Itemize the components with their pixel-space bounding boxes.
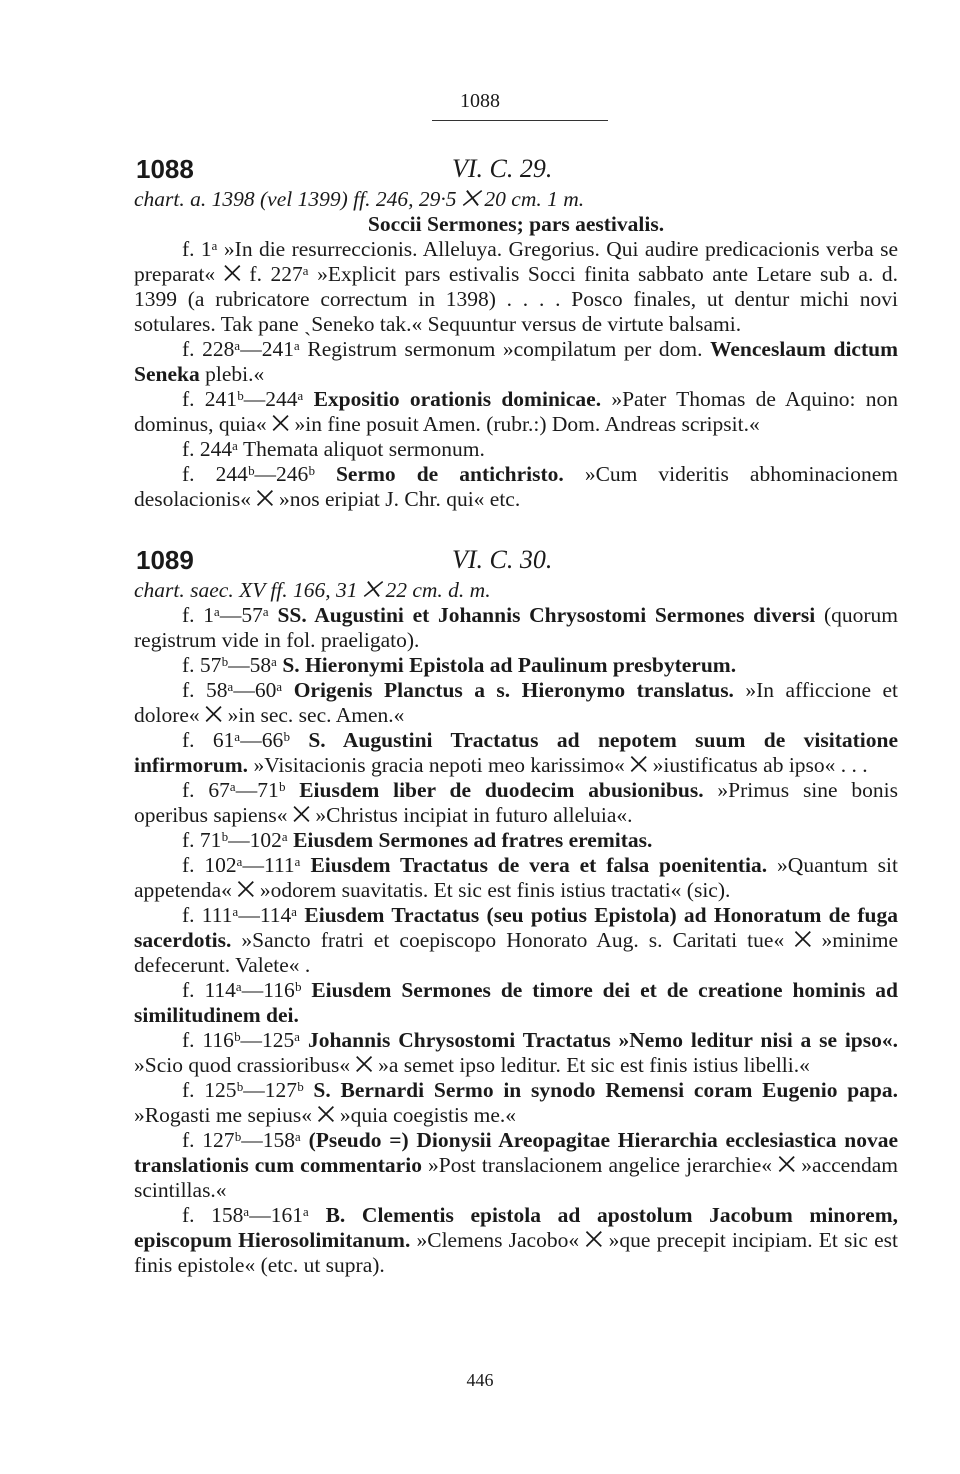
work-title: S. Augustini Tractatus ad nepotem suum de visitatione infirmorum. xyxy=(134,728,898,777)
content-item xyxy=(134,437,898,462)
entry-heading xyxy=(134,542,898,578)
incipit-explicit: plebi.« xyxy=(199,362,265,386)
content-item xyxy=(134,1203,898,1278)
incipit-explicit: (quorum registrum vide in fol. praeligato). xyxy=(134,603,899,652)
work-title: Johannis Chrysostomi Tractatus »Nemo leditur nisi a se ipso«. xyxy=(307,1028,898,1052)
work-title: Eiusdem Sermones de timore dei et de creatione hominis ad similitudinem dei. xyxy=(134,978,898,1027)
content-item xyxy=(134,1028,898,1078)
entry-number: 1089 xyxy=(136,545,194,575)
incipit-explicit: »Scio quod crassioribus« ⨉ »a semet ipso leditur. Et sic est finis istius libelli.« xyxy=(134,1053,810,1077)
page-number: 446 xyxy=(466,1370,494,1390)
incipit-explicit: »Rogasti me sepius« ⨉ »quia coegistis me.« xyxy=(134,1103,517,1127)
shelfmark: VI. C. 29. xyxy=(452,154,553,183)
work-title: Expositio orationis dominicae. xyxy=(313,387,602,411)
content-item xyxy=(134,678,898,728)
work-title: S. Hieronymi Epistola ad Paulinum presbyterum. xyxy=(282,653,737,677)
catalog-content xyxy=(134,143,898,1278)
content-item xyxy=(134,728,898,778)
incipit-explicit: »Post translacionem angelice jerarchie« ⨉ »accendam scintillas.« xyxy=(134,1153,898,1202)
content-item xyxy=(134,653,898,678)
content-item xyxy=(134,387,898,437)
folio-text: f. 228ᵃ—241ᵃ Registrum sermonum »compilatum per dom. xyxy=(182,337,711,361)
work-title: B. Clementis epistola ad apostolum Jacobum minorem, episcopum Hierosolimitanum. xyxy=(134,1203,898,1252)
codex-description: chart. a. 1398 (vel 1399) ff. 246, 29·5 ⨉ 20 cm. 1 m. xyxy=(134,187,585,211)
folio-text: f. 1ᵃ »In die resurreccionis. Alleluya. Gregorius. Qui audire predicacionis verba se preparat« ⨉ f. 227ᵃ »Explicit pars estivalis Socci finita sabbato ante Letare sub a. d. 1399 (a rubricatore correctum in 1398) . . . . Posco finales, ut dentur michi novi sotulares. Tak pane ˎSeneko tak.« Sequuntur versus de virtute balsami. xyxy=(134,237,898,336)
folio-text: f. 1ᵃ—57ᵃ xyxy=(182,603,278,627)
incipit-explicit: »Sancto fratri et coepiscopo Honorato Aug. s. Caritati tue« ⨉ »minime defecerunt. Valete« . xyxy=(134,928,898,977)
folio-text: f. 114ᵃ—116ᵇ xyxy=(182,978,312,1002)
content-item xyxy=(134,237,898,337)
folio-text: f. 102ᵃ—111ᵃ xyxy=(182,853,311,877)
entry-separator xyxy=(134,512,898,534)
incipit-explicit: »Clemens Jacobo« ⨉ »que precepit incipiam. Et sic est finis epistole« (etc. ut supra). xyxy=(134,1228,898,1277)
work-title: Origenis Planctus a s. Hieronymo translatus. xyxy=(293,678,734,702)
incipit-explicit: »Pater Thomas de Aquino: non dominus, quia« ⨉ »in fine posuit Amen. (rubr.:) Dom. Andreas scripsit.« xyxy=(134,387,899,436)
content-item xyxy=(134,778,898,828)
content-item xyxy=(134,828,898,853)
catalog-entry xyxy=(134,151,898,512)
content-item xyxy=(134,1078,898,1128)
content-item xyxy=(134,337,898,387)
work-title: Sermo de antichristo. xyxy=(335,462,564,486)
folio-text: f. 125ᵇ—127ᵇ xyxy=(182,1078,314,1102)
folio-text: f. 244ᵃ Themata aliquot sermonum. xyxy=(182,437,485,461)
folio-text: f. 158ᵃ—161ᵃ xyxy=(182,1203,326,1227)
folio-text: f. 127ᵇ—158ᵃ xyxy=(182,1128,309,1152)
folio-text: f. 61ᵃ—66ᵇ xyxy=(182,728,309,752)
content-item xyxy=(134,903,898,978)
folio-text: f. 241ᵇ—244ᵃ xyxy=(182,387,314,411)
incipit-explicit: »Quantum sit appetenda« ⨉ »odorem suavitatis. Et sic est finis istius tractati« (sic). xyxy=(134,853,898,902)
incipit-explicit: »Visitacionis gracia nepoti meo karissimo« ⨉ »iustificatus ab ipso« . . . xyxy=(248,753,868,777)
folio-text: f. 67ᵃ—71ᵇ xyxy=(182,778,300,802)
content-item xyxy=(134,603,898,653)
work-title: (Pseudo =) Dionysii Areopagitae Hierarchia ecclesiastica novae translationis cum commentario xyxy=(134,1128,898,1177)
content-item xyxy=(134,1128,898,1203)
incipit-explicit: »Cum videritis abhominacionem desolacionis« ⨉ »nos eripiat J. Chr. qui« etc. xyxy=(134,462,898,511)
work-title: Wenceslaum dictum Seneka xyxy=(134,337,898,386)
entry-number: 1088 xyxy=(136,154,194,184)
incipit-explicit: »In afficcione et dolore« ⨉ »in sec. sec. Amen.« xyxy=(134,678,898,727)
folio-text: f. 57ᵇ—58ᵃ xyxy=(182,653,283,677)
folio-text: f. 116ᵇ—125ᵃ xyxy=(182,1028,308,1052)
work-title: Eiusdem Sermones ad fratres eremitas. xyxy=(293,828,653,852)
running-head: 1088 xyxy=(460,90,500,112)
content-item xyxy=(134,853,898,903)
work-title: SS. Augustini et Johannis Chrysostomi Sermones diversi xyxy=(277,603,816,627)
content-item xyxy=(134,978,898,1028)
folio-text: f. 58ᵃ—60ᵃ xyxy=(182,678,294,702)
header-rule xyxy=(432,120,608,121)
folio-text: f. 244ᵇ—246ᵇ xyxy=(182,462,336,486)
work-title: Eiusdem Tractatus (seu potius Epistola) ad Honoratum de fuga sacerdotis. xyxy=(134,903,898,952)
work-title: Eiusdem liber de duodecim abusionibus. xyxy=(299,778,704,802)
incipit-explicit: »Primus sine bonis operibus sapiens« ⨉ »Christus incipiat in futuro alleluia«. xyxy=(134,778,898,827)
entry-heading xyxy=(134,151,898,187)
shelfmark: VI. C. 30. xyxy=(452,545,553,574)
codex-description: chart. saec. XV ff. 166, 31 ⨉ 22 cm. d. m. xyxy=(134,578,491,602)
content-item xyxy=(134,462,898,512)
folio-text: f. 111ᵃ—114ᵃ xyxy=(182,903,305,927)
folio-text: f. 71ᵇ—102ᵃ xyxy=(182,828,294,852)
catalog-entry xyxy=(134,542,898,1278)
codex-title: Soccii Sermones; pars aestivalis. xyxy=(367,212,665,236)
work-title: Eiusdem Tractatus de vera et falsa poenitentia. xyxy=(310,853,768,877)
work-title: S. Bernardi Sermo in synodo Remensi coram Eugenio papa. xyxy=(313,1078,898,1102)
